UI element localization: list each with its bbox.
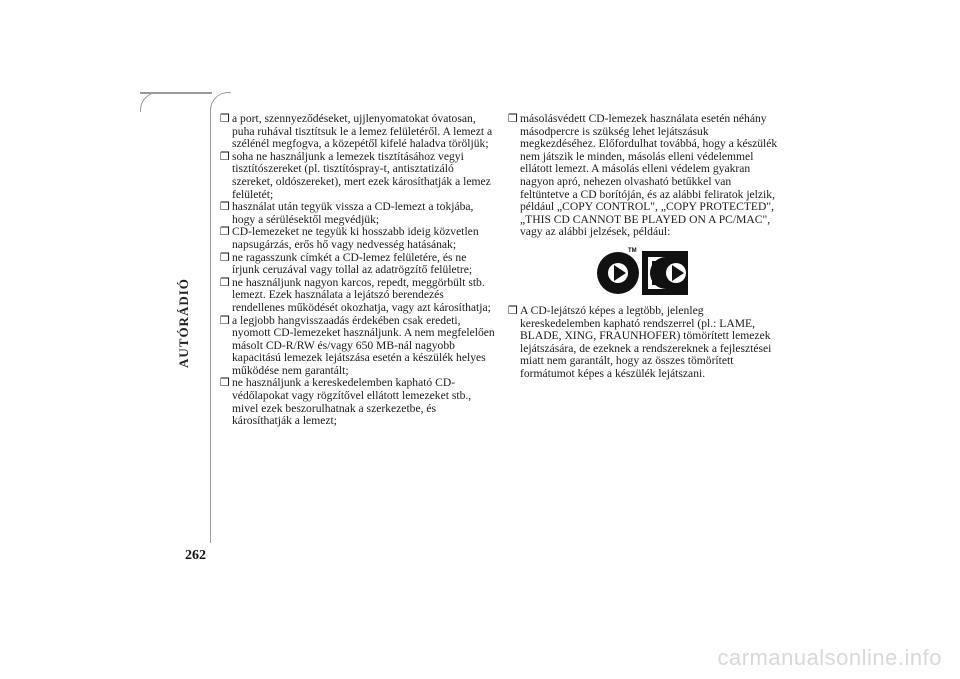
list-item (220, 113, 496, 151)
list-item-text: használat után tegyük vissza a CD-lemezt a tokjába, hogy a sérülésektől megvédjük; (232, 200, 474, 226)
list-item (220, 226, 496, 251)
list-item (220, 151, 496, 201)
list-item (220, 377, 496, 427)
bullet-icon: ❒ (220, 250, 230, 264)
copy-control-logo-icon (596, 247, 692, 295)
list-item (508, 113, 778, 239)
bullet-icon: ❒ (220, 275, 230, 289)
list-item-text: CD-lemezeket ne tegyük ki hosszabb ideig közvetlen napsugárzás, erős hő vagy nedvesség hatásának; (232, 225, 479, 251)
bullet-icon: ❒ (220, 225, 230, 239)
bullet-icon: ❒ (220, 112, 230, 125)
frame-corner (140, 92, 160, 112)
list-item-text: ne használjunk a kereskedelemben kapható CD-védőlapokat vagy rögzítővel ellátott lemezeket stb., mivel ezek beszorulhatnak a szerkezetbe, és károsíthatják a lemezt; (232, 376, 472, 428)
list-item (220, 277, 496, 315)
list-item-text: A CD-lejátszó képes a legtöbb, jelenleg kereskedelemben kapható rendszerrel (pl.: LAME, BLADE, XING, FRAUNHOFER) tömörített lemezek lejátszására, de ezeknek a rendszereknek a fejlesztései miatt nem garantált, hogy az összes tömörített formátumot képes a készülék lejátszani. (520, 303, 772, 380)
frame-top-line (140, 92, 212, 94)
left-column (220, 113, 496, 428)
section-label: AUTÓRÁDIÓ (176, 278, 191, 368)
list-item (508, 305, 778, 381)
list-item-text: soha ne használjunk a lemezek tisztításához vegyi tisztítószereket (pl. tisztítóspray-t, antisztatizáló szereket, oldószereket), mert ezek károsíthatják a lemez felületét; (232, 149, 491, 201)
bullet-icon: ❒ (508, 112, 518, 125)
bullet-icon: ❒ (220, 376, 230, 390)
bullet-icon: ❒ (220, 149, 230, 163)
list-item-text: a legjobb hangvisszaadás érdekében csak eredeti, nyomott CD-lemezeket használjunk. A nem megfelelően másolt CD-R/RW és/vagy 650 MB-nál nagyobb kapacitású lemezek lejátszása esetén a készülék helyes működése nem garantált; (232, 313, 495, 377)
watermark: carmanualsonline.info (717, 645, 942, 670)
right-column (508, 113, 778, 381)
tm-mark: TM (628, 247, 637, 254)
page-number: 262 (185, 548, 206, 563)
list-item (220, 201, 496, 226)
bullet-icon: ❒ (508, 303, 518, 317)
list-item-text: ne ragasszunk címkét a CD-lemez felületére, és ne írjunk ceruzával vagy tollal az adatrögzítő felületre; (232, 250, 473, 277)
list-item (220, 252, 496, 277)
list-item-text: a port, szennyeződéseket, ujjlenyomatokat óvatosan, puha ruhával tisztítsuk le a lemez felületéről. A lemezt a szélénél megfogva, a közepétől kifelé haladva töröljük; (232, 112, 493, 151)
list-item (220, 315, 496, 378)
list-item-text: ne használjunk nagyon karcos, repedt, meggörbült stb. lemezt. Ezek használata a lejátszó berendezés rendellenes működését okozhatja, vagy azt károsíthatja; (232, 275, 491, 314)
bullet-icon: ❒ (220, 200, 230, 214)
list-item-text: másolásvédett CD-lemezek használata esetén néhány másodpercre is szükség lehet lejátszásuk megkezdéséhez. Előfordulhat továbbá, hogy a készülék nem játszik le minden, másolás elleni védelemmel ellátott lemezt. A másolás elleni védelem gyakran nagyon apró, nehezen olvasható betűkkel van feltüntetve a CD borítóján, és az alábbi feliratok jelzik, például „COPY CONTROL", „COPY PROTECTED", „THIS CD CANNOT BE PLAYED ON A PC/MAC", vagy az alábbi jelzések, például: (520, 112, 778, 239)
bullet-icon: ❒ (220, 313, 230, 327)
